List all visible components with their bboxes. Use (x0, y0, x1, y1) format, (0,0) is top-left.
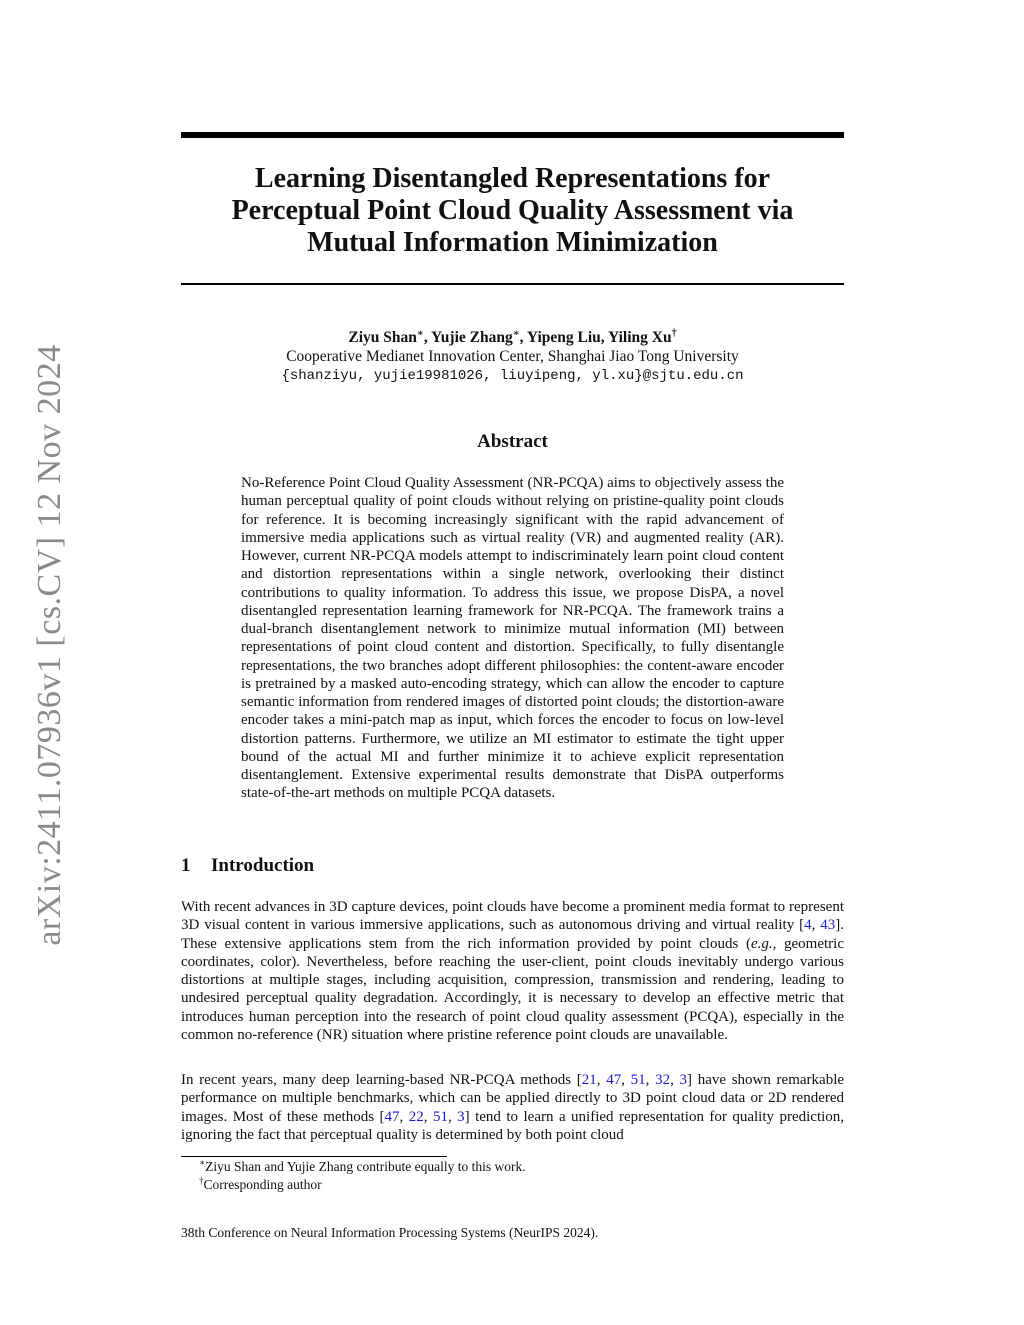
citation-link[interactable]: 47 (384, 1108, 400, 1125)
author-name: Yipeng Liu (526, 329, 601, 346)
author-list (181, 328, 844, 348)
citation-link[interactable]: 51 (432, 1108, 448, 1125)
section-heading (181, 855, 314, 877)
footnote-text: Ziyu Shan and Yujie Zhang contribute equally to this work. (205, 1159, 526, 1174)
arxiv-stamp (30, 344, 70, 946)
author-separator: , (423, 329, 432, 346)
paragraph-text: With recent advances in 3D capture devices, point clouds have become a prominent media format to represent 3D visual content in various immersive applications, such as autonomous driving and virtual reality [ (181, 899, 844, 934)
author-name: Yujie Zhang (431, 329, 513, 346)
citation-link[interactable]: 51 (630, 1072, 646, 1088)
footnote-text: Corresponding author (203, 1177, 322, 1192)
title-top-rule (181, 132, 844, 138)
citation-link[interactable]: 22 (408, 1108, 424, 1125)
title-line: Perceptual Point Cloud Quality Assessment via (231, 195, 794, 226)
author-separator: , (519, 329, 527, 346)
citation-link[interactable]: 47 (606, 1072, 622, 1088)
paper-title (181, 163, 844, 259)
section-number: 1 (181, 855, 191, 876)
title-line: Mutual Information Minimization (307, 227, 718, 258)
eg-abbreviation: e.g. (750, 935, 773, 952)
citation-separator: , (811, 917, 821, 934)
equal-contribution-mark: ∗ (512, 327, 520, 339)
paragraph-text: In recent years, many deep learning-based NR-PCQA methods [ (181, 1072, 582, 1088)
arxiv-stamp-text: arXiv:2411.07936v1 [cs.CV] 12 Nov 2024 (31, 344, 68, 946)
author-emails: {shanziyu, yujie19981026, liuyipeng, yl.xu}@sjtu.edu.cn (281, 368, 744, 384)
abstract-heading: Abstract (477, 431, 548, 452)
venue-note: 38th Conference on Neural Information Processing Systems (NeurIPS 2024). (181, 1225, 599, 1240)
title-line: Learning Disentangled Representations for (254, 163, 771, 194)
section-title: Introduction (211, 855, 315, 876)
footnote (199, 1158, 526, 1176)
affiliation: Cooperative Medianet Innovation Center, Shanghai Jiao Tong University (286, 348, 739, 365)
citation-separator: , (423, 1108, 433, 1125)
citation-link[interactable]: 3 (457, 1108, 465, 1125)
footnote-mark: † (199, 1175, 204, 1186)
author-name: Yiling Xu (607, 329, 672, 346)
paragraph-text: , geometric coordinates, color). Nevertheless, before reaching the user-client, point clouds inevitably undergo various distortions at multiple stages, including acquisition, compression, transmission and rendering, leading to undesired perceptual quality degradation. Accordingly, it is necessary to develop an effective metric that introduces human perception into the research of point cloud quality assessment (PCQA), especially in the common no-reference (NR) situation where pristine reference point clouds are unavailable. (181, 935, 844, 1043)
footnote (199, 1176, 526, 1194)
equal-contribution-mark: ∗ (416, 327, 424, 339)
paragraph-text: ] tend to learn a unified representation for quality prediction, ignoring the fact that perceptual quality is determined by both point cloud (181, 1108, 845, 1143)
paragraph-text: ] have shown remarkable performance on multiple benchmarks, which can be applied directly to 3D point cloud data or 2D rendered images. Most of these methods [ (181, 1072, 845, 1125)
citation-link[interactable]: 32 (655, 1072, 671, 1088)
author-name: Ziyu Shan (348, 329, 417, 346)
footnote-rule (181, 1156, 447, 1157)
citation-separator: , (621, 1072, 631, 1088)
footnotes (199, 1158, 526, 1194)
paragraph-text: ]. These extensive applications stem from the rich information provided by point clouds ( (181, 917, 844, 952)
citation-link[interactable]: 21 (581, 1072, 597, 1088)
corresponding-author-mark: † (671, 327, 677, 339)
citation-link[interactable]: 3 (679, 1072, 688, 1088)
author-separator: , (600, 329, 608, 346)
citation-link[interactable]: 43 (820, 917, 836, 934)
intro-paragraph-2 (181, 1071, 844, 1144)
title-bottom-rule (181, 283, 844, 285)
citation-separator: , (645, 1072, 656, 1088)
citation-separator: , (399, 1108, 409, 1125)
citation-link[interactable]: 4 (804, 917, 812, 934)
citation-separator: , (447, 1108, 458, 1125)
intro-paragraph-1 (181, 898, 844, 1044)
abstract-body: No-Reference Point Cloud Quality Assessment (NR-PCQA) aims to objectively assess the human perceptual quality of point clouds without relying on pristine-quality point clouds for reference. It is becoming increasingly significant with the rapid advancement of immersive media applications such as virtual reality (VR) and augmented reality (AR). However, current NR-PCQA models attempt to indiscriminately learn point cloud content and distortion representations within a single network, overlooking their distinct contributions to quality information. To address this issue, we propose DisPA, a novel disentangled representation learning framework for NR-PCQA. The framework trains a dual-branch disentanglement network to minimize mutual information (MI) between representations of point cloud content and distortion. Specifically, to fully disentangle representations, the two branches adopt different philosophies: the content-aware encoder is pretrained by a masked auto-encoding strategy, which can allow the encoder to capture semantic information from rendered images of distorted point clouds; the distortion-aware encoder takes a mini-patch map as input, which forces the encoder to focus on low-level distortion patterns. Furthermore, we utilize an MI estimator to estimate the tight upper bound of the actual MI and further minimize it to achieve explicit representation disentanglement. Extensive experimental results demonstrate that DisPA outperforms state-of-the-art methods on multiple PCQA datasets. (241, 475, 784, 802)
citation-separator: , (596, 1072, 607, 1088)
footnote-mark: ∗ (199, 1157, 206, 1168)
citation-separator: , (670, 1072, 680, 1088)
